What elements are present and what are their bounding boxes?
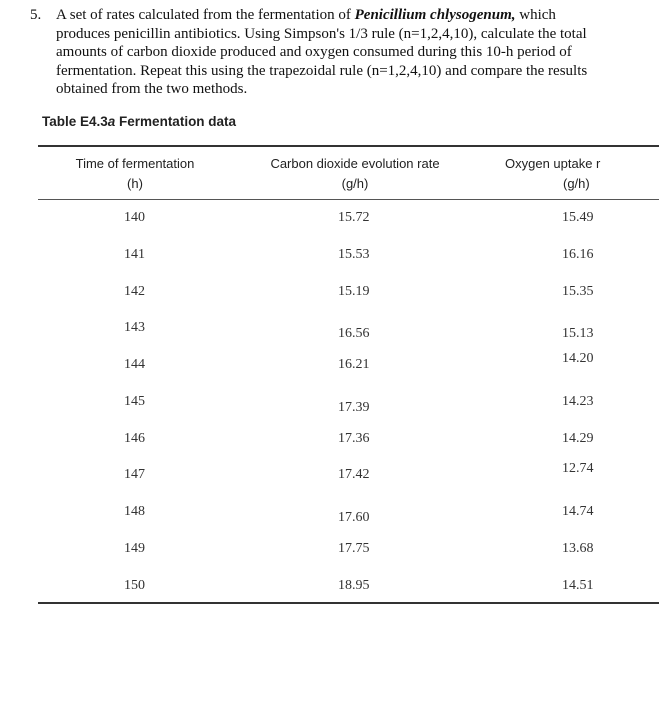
- header-co2-label: Carbon dioxide evolution rate: [270, 156, 440, 171]
- cell-o2-rate: 14.74: [562, 504, 594, 519]
- cell-time: 140: [124, 210, 145, 225]
- cell-o2-rate: 16.16: [562, 247, 594, 262]
- table-caption: [42, 114, 236, 129]
- cell-time: 145: [124, 394, 145, 409]
- problem-text-after: which produces penicillin antibiotics. Using Simpson's 1/3 rule (n=1,2,4,10), calculate the total amounts of carbon dioxide produced and oxygen consumed during this 10-h period of fermentation. Repeat this using the trapezoidal rule (n=1,2,4,10) and compare the results obtained from the two methods.: [56, 7, 588, 97]
- cell-co2-rate: 15.19: [338, 284, 370, 299]
- table-row: [0, 461, 659, 503]
- caption-prefix: Table E4.3: [42, 114, 108, 129]
- cell-time: 147: [124, 467, 145, 482]
- cell-o2-rate: 14.20: [562, 351, 594, 366]
- cell-o2-rate: 15.13: [562, 326, 594, 341]
- header-time-unit: (h): [127, 176, 143, 191]
- table-row: [0, 247, 659, 283]
- cell-co2-rate: 18.95: [338, 578, 370, 593]
- table-row: [0, 394, 659, 430]
- caption-italic: a: [107, 114, 116, 129]
- cell-o2-rate: 14.23: [562, 394, 594, 409]
- header-time: [60, 156, 210, 191]
- cell-co2-rate: 16.56: [338, 326, 370, 341]
- table-row: [0, 578, 659, 614]
- cell-o2-rate: 14.29: [562, 431, 594, 446]
- table-top-rule: [38, 145, 659, 147]
- cell-o2-rate: 12.74: [562, 461, 594, 476]
- header-co2: [240, 156, 470, 191]
- cell-co2-rate: 17.39: [338, 400, 370, 415]
- cell-time: 142: [124, 284, 145, 299]
- header-o2: [505, 156, 659, 191]
- cell-co2-rate: 16.21: [338, 357, 370, 372]
- cell-co2-rate: 17.42: [338, 467, 370, 482]
- cell-o2-rate: 13.68: [562, 541, 594, 556]
- table-row: [0, 431, 659, 467]
- problem-text: [36, 6, 596, 99]
- table-row: [0, 504, 659, 540]
- cell-co2-rate: 17.36: [338, 431, 370, 446]
- table-header-rule: [38, 199, 659, 200]
- table-bottom-rule: [38, 602, 659, 604]
- cell-time: 149: [124, 541, 145, 556]
- table-row: [0, 541, 659, 577]
- cell-o2-rate: 15.35: [562, 284, 594, 299]
- table-row: [0, 210, 659, 246]
- cell-o2-rate: 14.51: [562, 578, 594, 593]
- cell-time: 148: [124, 504, 145, 519]
- cell-time: 143: [124, 320, 145, 335]
- problem-number: 5.: [30, 7, 42, 23]
- header-co2-unit: (g/h): [341, 176, 369, 191]
- table-row: [0, 351, 659, 393]
- organism-name: Penicillium chlysogenum,: [354, 7, 516, 23]
- cell-time: 150: [124, 578, 145, 593]
- cell-co2-rate: 15.72: [338, 210, 370, 225]
- cell-co2-rate: 15.53: [338, 247, 370, 262]
- caption-suffix: Fermentation data: [115, 114, 237, 129]
- cell-co2-rate: 17.60: [338, 510, 370, 525]
- cell-o2-rate: 15.49: [562, 210, 594, 225]
- cell-time: 141: [124, 247, 145, 262]
- cell-co2-rate: 17.75: [338, 541, 370, 556]
- problem-statement: [30, 6, 596, 99]
- header-o2-label: Oxygen uptake r: [505, 156, 601, 171]
- cell-time: 146: [124, 431, 145, 446]
- header-o2-unit: (g/h): [563, 176, 590, 191]
- table-row: [0, 284, 659, 320]
- cell-time: 144: [124, 357, 145, 372]
- header-time-label: Time of fermentation: [75, 156, 195, 171]
- table-row: [0, 320, 659, 356]
- problem-text-before: A set of rates calculated from the fermentation of: [56, 7, 355, 23]
